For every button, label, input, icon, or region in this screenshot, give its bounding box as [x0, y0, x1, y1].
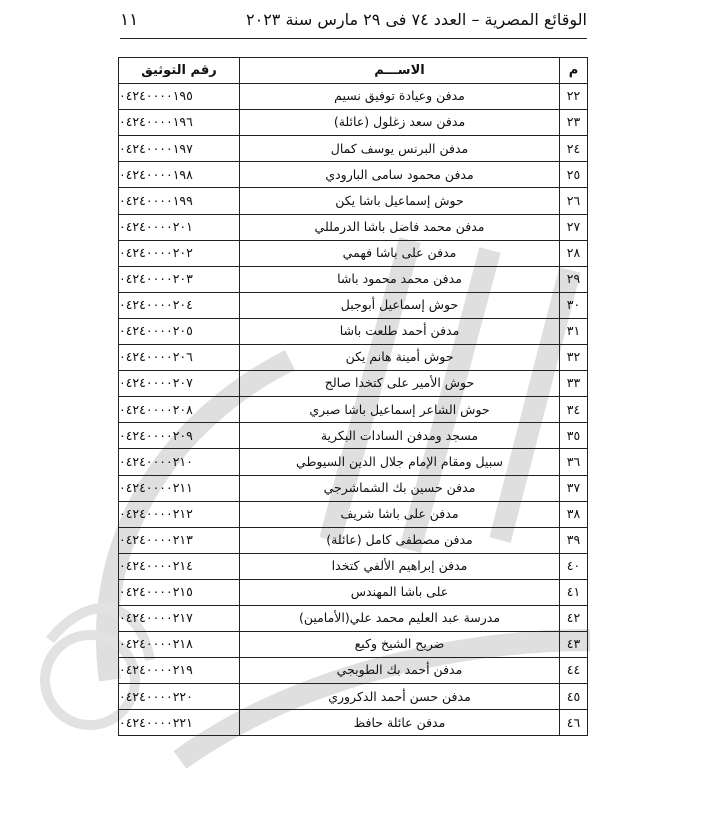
table-row	[119, 371, 588, 397]
doc-number-cell: ٠٤٢٤٠٠٠٠٢٠٤	[119, 292, 240, 318]
table-row	[119, 292, 588, 318]
doc-number-cell: ٠٤٢٤٠٠٠٠٢٠٥	[119, 318, 240, 344]
doc-number-cell: ٠٤٢٤٠٠٠٠٢١٨	[119, 632, 240, 658]
name-cell: مدفن على باشا فهمي	[240, 240, 560, 266]
column-header-name: الاســـم	[240, 58, 560, 84]
num-cell: ٢٦	[560, 188, 588, 214]
num-cell: ٣٥	[560, 423, 588, 449]
num-cell: ٣٣	[560, 371, 588, 397]
num-cell: ٣٠	[560, 292, 588, 318]
name-cell: مدفن سعد زغلول (عائلة)	[240, 110, 560, 136]
num-cell: ٤١	[560, 579, 588, 605]
num-cell: ٢٩	[560, 266, 588, 292]
table-row	[119, 162, 588, 188]
table-row	[119, 240, 588, 266]
table-row	[119, 397, 588, 423]
name-cell: مدفن إبراهيم الألفي كتخدا	[240, 553, 560, 579]
name-cell: حوش إسماعيل باشا يكن	[240, 188, 560, 214]
doc-number-cell: ٠٤٢٤٠٠٠٠٢٢٠	[119, 684, 240, 710]
table-row	[119, 110, 588, 136]
doc-number-cell: ٠٤٢٤٠٠٠٠١٩٧	[119, 136, 240, 162]
name-cell: مدفن البرنس يوسف كمال	[240, 136, 560, 162]
num-cell: ٣٩	[560, 527, 588, 553]
column-header-doc: رقم التوثيق	[119, 58, 240, 84]
name-cell: مسجد ومدفن السادات البكرية	[240, 423, 560, 449]
doc-number-cell: ٠٤٢٤٠٠٠٠٢١١	[119, 475, 240, 501]
doc-number-cell: ٠٤٢٤٠٠٠٠٢٠٣	[119, 266, 240, 292]
num-cell: ٢٧	[560, 214, 588, 240]
doc-number-cell: ٠٤٢٤٠٠٠٠٢٢١	[119, 710, 240, 736]
num-cell: ٢٥	[560, 162, 588, 188]
name-cell: حوش إسماعيل أبوجبل	[240, 292, 560, 318]
table-row	[119, 266, 588, 292]
doc-number-cell: ٠٤٢٤٠٠٠٠١٩٩	[119, 188, 240, 214]
table-row	[119, 84, 588, 110]
table-row	[119, 449, 588, 475]
doc-number-cell: ٠٤٢٤٠٠٠٠٢٠٦	[119, 345, 240, 371]
doc-number-cell: ٠٤٢٤٠٠٠٠٢٠٨	[119, 397, 240, 423]
table-row	[119, 188, 588, 214]
name-cell: حوش أمينة هانم يكن	[240, 345, 560, 371]
doc-number-cell: ٠٤٢٤٠٠٠٠٢٠٧	[119, 371, 240, 397]
doc-number-cell: ٠٤٢٤٠٠٠٠٢١٢	[119, 501, 240, 527]
num-cell: ٤٦	[560, 710, 588, 736]
doc-number-cell: ٠٤٢٤٠٠٠٠٢١٩	[119, 658, 240, 684]
num-cell: ٤٣	[560, 632, 588, 658]
name-cell: مدفن وعيادة توفيق نسيم	[240, 84, 560, 110]
table-row	[119, 684, 588, 710]
name-cell: مدفن حسن أحمد الدكروري	[240, 684, 560, 710]
doc-number-cell: ٠٤٢٤٠٠٠٠٢١٧	[119, 605, 240, 631]
table-row	[119, 579, 588, 605]
name-cell: مدفن على باشا شريف	[240, 501, 560, 527]
table-row	[119, 632, 588, 658]
table-row	[119, 136, 588, 162]
doc-number-cell: ٠٤٢٤٠٠٠٠١٩٨	[119, 162, 240, 188]
num-cell: ٢٤	[560, 136, 588, 162]
num-cell: ٢٣	[560, 110, 588, 136]
header-divider	[120, 38, 587, 39]
documentation-table	[118, 57, 588, 736]
name-cell: مدرسة عبد العليم محمد علي(الأمامين)	[240, 605, 560, 631]
name-cell: مدفن محمود سامى البارودي	[240, 162, 560, 188]
table-row	[119, 423, 588, 449]
name-cell: مدفن محمد فاضل باشا الدرمللي	[240, 214, 560, 240]
num-cell: ٣٧	[560, 475, 588, 501]
page-number: ١١	[120, 10, 139, 30]
num-cell: ٤٤	[560, 658, 588, 684]
doc-number-cell: ٠٤٢٤٠٠٠٠١٩٦	[119, 110, 240, 136]
page-header	[120, 6, 587, 38]
doc-number-cell: ٠٤٢٤٠٠٠٠٢٠١	[119, 214, 240, 240]
num-cell: ٢٨	[560, 240, 588, 266]
name-cell: على باشا المهندس	[240, 579, 560, 605]
table-header-row	[119, 58, 588, 84]
name-cell: مدفن مصطفى كامل (عائلة)	[240, 527, 560, 553]
num-cell: ٢٢	[560, 84, 588, 110]
table-row	[119, 710, 588, 736]
num-cell: ٤٥	[560, 684, 588, 710]
doc-number-cell: ٠٤٢٤٠٠٠٠٢١٠	[119, 449, 240, 475]
name-cell: حوش الأمير على كتخدا صالح	[240, 371, 560, 397]
num-cell: ٣٦	[560, 449, 588, 475]
gazette-title: الوقائع المصرية – العدد ٧٤ فى ٢٩ مارس سنة ٢٠٢٣	[246, 10, 587, 29]
name-cell: مدفن عائلة حافظ	[240, 710, 560, 736]
doc-number-cell: ٠٤٢٤٠٠٠٠٢١٤	[119, 553, 240, 579]
num-cell: ٣٨	[560, 501, 588, 527]
table-row	[119, 345, 588, 371]
table-row	[119, 553, 588, 579]
doc-number-cell: ٠٤٢٤٠٠٠٠٢٠٢	[119, 240, 240, 266]
name-cell: حوش الشاعر إسماعيل باشا صبري	[240, 397, 560, 423]
name-cell: ضريح الشيخ وكيع	[240, 632, 560, 658]
name-cell: مدفن حسين بك الشماشرجي	[240, 475, 560, 501]
doc-number-cell: ٠٤٢٤٠٠٠٠٢١٥	[119, 579, 240, 605]
table-row	[119, 318, 588, 344]
table-row	[119, 475, 588, 501]
num-cell: ٣٢	[560, 345, 588, 371]
num-cell: ٣٤	[560, 397, 588, 423]
name-cell: مدفن أحمد طلعت باشا	[240, 318, 560, 344]
table-row	[119, 658, 588, 684]
table-row	[119, 214, 588, 240]
name-cell: مدفن محمد محمود باشا	[240, 266, 560, 292]
num-cell: ٤٢	[560, 605, 588, 631]
column-header-num: م	[560, 58, 588, 84]
name-cell: سبيل ومقام الإمام جلال الدين السيوطي	[240, 449, 560, 475]
table-row	[119, 501, 588, 527]
num-cell: ٣١	[560, 318, 588, 344]
doc-number-cell: ٠٤٢٤٠٠٠٠١٩٥	[119, 84, 240, 110]
doc-number-cell: ٠٤٢٤٠٠٠٠٢١٣	[119, 527, 240, 553]
table-row	[119, 605, 588, 631]
doc-number-cell: ٠٤٢٤٠٠٠٠٢٠٩	[119, 423, 240, 449]
table-row	[119, 527, 588, 553]
num-cell: ٤٠	[560, 553, 588, 579]
name-cell: مدفن أحمد بك الطوبجي	[240, 658, 560, 684]
